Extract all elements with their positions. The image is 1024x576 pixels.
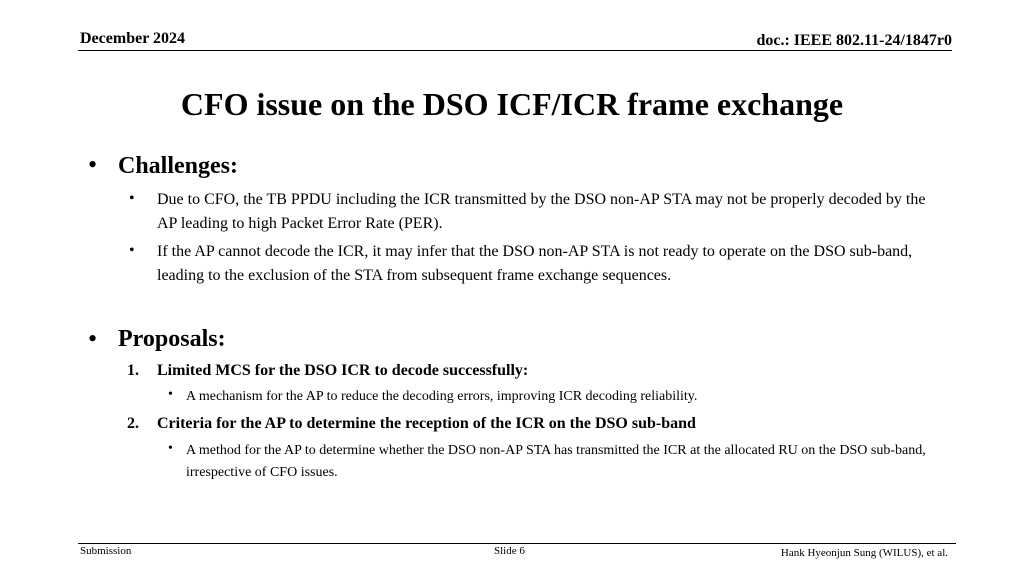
bullet-glyph: • <box>168 441 173 456</box>
proposal-title: Criteria for the AP to determine the reception of the ICR on the DSO sub-band <box>157 415 696 432</box>
header-doc-id: doc.: IEEE 802.11-24/1847r0 <box>756 32 952 49</box>
footer-author: Hank Hyeonjun Sung (WILUS), et al. <box>780 547 948 559</box>
proposal-title: Limited MCS for the DSO ICR to decode successfully: <box>157 362 529 379</box>
challenge-item: If the AP cannot decode the ICR, it may infer that the DSO non-AP STA is not ready to operate on the DSO sub-band, leading to the exclusion of the STA from subsequent frame exchange sequences. <box>157 243 913 284</box>
challenge-item: Due to CFO, the TB PPDU including the ICR transmitted by the DSO non-AP STA may not be properly decoded by the AP leading to high Packet Error Rate (PER). <box>157 191 926 232</box>
footer-slide-number: Slide 6 <box>494 545 525 557</box>
footer-submission: Submission <box>80 545 132 557</box>
proposals-heading: Proposals: <box>118 326 226 352</box>
proposal-detail: A mechanism for the AP to reduce the decoding errors, improving ICR decoding reliability. <box>186 389 698 404</box>
bullet-glyph: • <box>88 324 98 353</box>
proposal-detail: A method for the AP to determine whether the DSO non-AP STA has transmitted the ICR at the allocated RU on the DSO sub-band, irrespective of CFO issues. <box>186 443 926 480</box>
header-date: December 2024 <box>80 30 185 47</box>
bullet-glyph: • <box>129 190 135 207</box>
proposal-number: 1. <box>127 362 139 379</box>
header-divider <box>78 50 952 51</box>
footer-divider <box>78 543 956 544</box>
proposal-number: 2. <box>127 415 139 432</box>
slide-title: CFO issue on the DSO ICF/ICR frame exchange <box>180 86 844 122</box>
bullet-glyph: • <box>129 242 135 259</box>
bullet-glyph: • <box>88 150 98 179</box>
bullet-glyph: • <box>168 387 173 402</box>
challenges-heading: Challenges: <box>118 153 238 179</box>
